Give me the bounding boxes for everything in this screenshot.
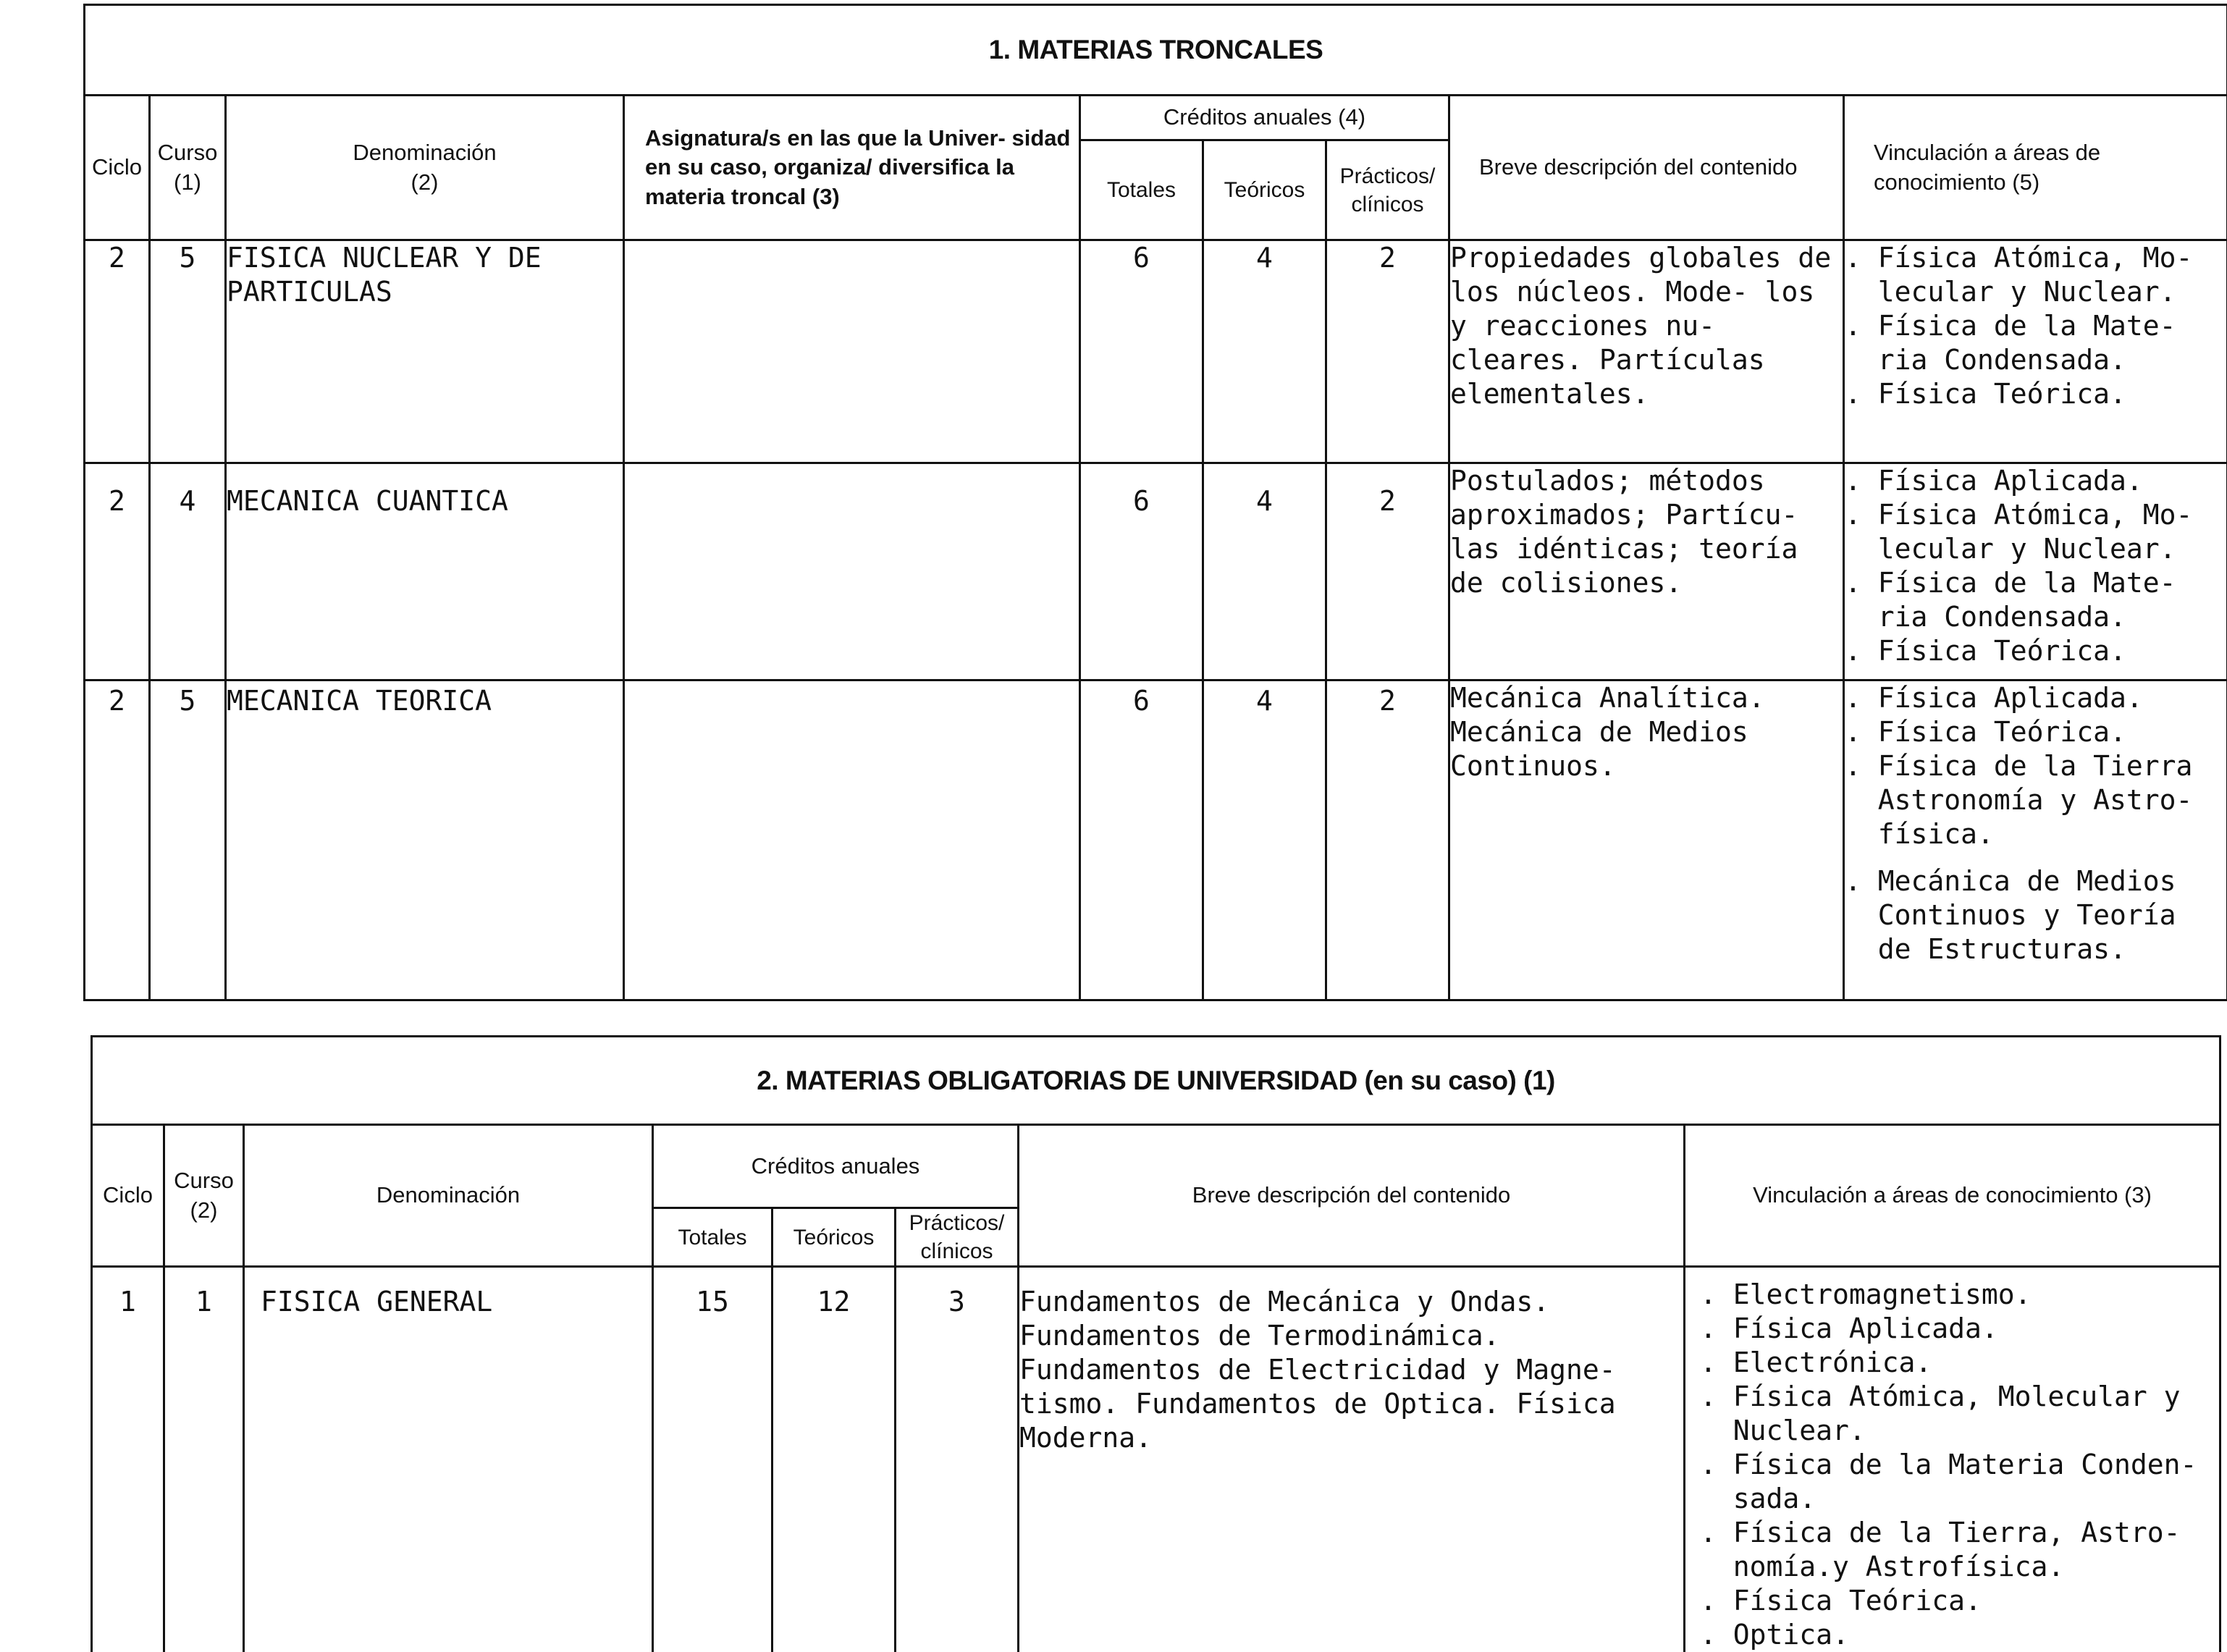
header-totales: Totales (1080, 140, 1203, 240)
row-areas (1844, 680, 2227, 1000)
header-denominacion: Denominación (244, 1125, 653, 1267)
row-practicos: 2 (1326, 463, 1449, 680)
header-creditos: Créditos anuales (653, 1125, 1019, 1208)
row-practicos: 2 (1326, 240, 1449, 463)
row-descripcion: Fundamentos de Mecánica y Ondas. Fundamentos de Termodinámica. Fundamentos de Electricidad y Magne- tismo. Fundamentos de Optica. Física Moderna. (1019, 1267, 1685, 1652)
header-descripcion: Breve descripción del contenido (1449, 96, 1844, 240)
row-descripcion: Mecánica Analítica. Mecánica de Medios Continuos. (1449, 680, 1844, 1000)
row-asignatura (624, 463, 1080, 680)
row-areas (1844, 463, 2227, 680)
row-ciclo: 2 (85, 680, 150, 1000)
row-ciclo: 2 (85, 463, 150, 680)
row-teoricos: 12 (772, 1267, 896, 1652)
materias-troncales-table (83, 4, 2227, 1001)
row-ciclo: 1 (92, 1267, 164, 1652)
row-practicos: 2 (1326, 680, 1449, 1000)
list-item: . Física de la Mate- ria Condensada. (1845, 309, 2226, 377)
row-curso: 5 (150, 240, 226, 463)
list-item: . Electromagnetismo. (1700, 1278, 2219, 1312)
row-curso: 4 (150, 463, 226, 680)
materias-obligatorias-table (90, 1035, 2221, 1652)
list-item: . Física Atómica, Mo- lecular y Nuclear. (1845, 498, 2226, 566)
list-item: . Mecánica de Medios Continuos y Teoría de Estructuras. (1845, 864, 2226, 966)
row-descripcion: Propiedades globales de los núcleos. Mode- los y reacciones nu- cleares. Partículas elementales. (1449, 240, 1844, 463)
header-asignatura: Asignatura/s en las que la Univer- sidad en su caso, organiza/ diversifica la materia troncal (3) (624, 96, 1080, 240)
list-item: . Física Teórica. (1700, 1584, 2219, 1618)
header-ciclo: Ciclo (92, 1125, 164, 1267)
header-vinculacion: Vinculación a áreas de conocimiento (5) (1844, 96, 2227, 240)
header-practicos: Prácticos/ clínicos (1326, 140, 1449, 240)
row-practicos: 3 (896, 1267, 1019, 1652)
table-row (92, 1267, 2220, 1652)
row-denominacion: FISICA NUCLEAR Y DE PARTICULAS (226, 240, 624, 463)
header-denominacion: Denominación (2) (226, 96, 624, 240)
row-curso: 5 (150, 680, 226, 1000)
row-descripcion: Postulados; métodos aproximados; Partícu- las idénticas; teoría de colisiones. (1449, 463, 1844, 680)
header-ciclo: Ciclo (85, 96, 150, 240)
list-item: . Física de la Materia Conden- sada. (1700, 1448, 2219, 1516)
row-teoricos: 4 (1203, 463, 1326, 680)
header-descripcion: Breve descripción del contenido (1019, 1125, 1685, 1267)
row-totales: 6 (1080, 240, 1203, 463)
row-asignatura (624, 680, 1080, 1000)
list-item: . Física Teórica. (1845, 377, 2226, 411)
row-denominacion: MECANICA CUANTICA (226, 463, 624, 680)
header-totales: Totales (653, 1208, 772, 1267)
list-item: . Física Aplicada. (1700, 1312, 2219, 1346)
table-row (85, 680, 2227, 1000)
list-item: . Física Aplicada. (1845, 681, 2226, 715)
row-totales: 6 (1080, 463, 1203, 680)
table-row (85, 463, 2227, 680)
list-item: . Electrónica. (1700, 1346, 2219, 1380)
header-teoricos: Teóricos (772, 1208, 896, 1267)
list-item: . Física Atómica, Mo- lecular y Nuclear. (1845, 241, 2226, 309)
header-vinculacion: Vinculación a áreas de conocimiento (3) (1685, 1125, 2220, 1267)
header-curso: Curso (1) (150, 96, 226, 240)
section1-title: 1. MATERIAS TRONCALES (85, 5, 2227, 96)
list-item: . Física Atómica, Molecular y Nuclear. (1700, 1380, 2219, 1448)
list-item: . Física de la Tierra, Astro- nomía.y Astrofísica. (1700, 1516, 2219, 1584)
header-practicos: Prácticos/ clínicos (896, 1208, 1019, 1267)
row-teoricos: 4 (1203, 680, 1326, 1000)
row-areas (1685, 1267, 2220, 1652)
header-creditos: Créditos anuales (4) (1080, 96, 1449, 140)
row-totales: 6 (1080, 680, 1203, 1000)
list-item: . Física de la Tierra Astronomía y Astro- física. (1845, 749, 2226, 851)
list-item: . Física de la Mate- ria Condensada. (1845, 566, 2226, 634)
row-totales: 15 (653, 1267, 772, 1652)
list-item: . Optica. (1700, 1618, 2219, 1652)
list-item: . Física Teórica. (1845, 634, 2226, 668)
row-denominacion: FISICA GENERAL (244, 1267, 653, 1652)
section2-title: 2. MATERIAS OBLIGATORIAS DE UNIVERSIDAD (en su caso) (1) (92, 1037, 2220, 1125)
row-curso: 1 (164, 1267, 244, 1652)
row-denominacion: MECANICA TEORICA (226, 680, 624, 1000)
row-asignatura (624, 240, 1080, 463)
header-teoricos: Teóricos (1203, 140, 1326, 240)
row-areas (1844, 240, 2227, 463)
list-item: . Física Aplicada. (1845, 464, 2226, 498)
row-ciclo: 2 (85, 240, 150, 463)
header-curso: Curso (2) (164, 1125, 244, 1267)
table-row (85, 240, 2227, 463)
list-item: . Física Teórica. (1845, 715, 2226, 749)
row-teoricos: 4 (1203, 240, 1326, 463)
